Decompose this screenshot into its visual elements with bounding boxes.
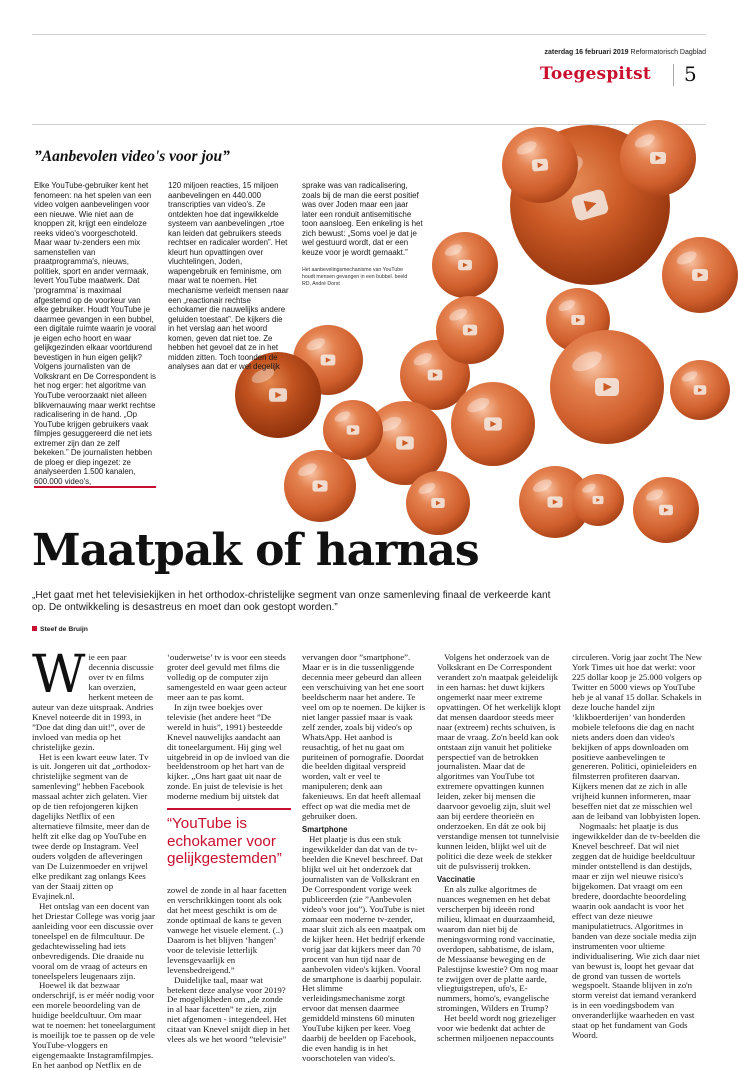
author-name: Steef de Bruijn — [40, 626, 88, 633]
paragraph: Het plaatje is dus een stuk ingewikkelder dan dat van de tv-beelden die Knevel beschreef. Dat blijkt wel uit het onderzoek dat journalisten van de Volkskrant en De Correspondent vorige week publiceerden (zie ”Aanbevolen video's voor jou”). YouTube is niet zomaar een moderne tv-zender, maar sluit zich als een maatpak om de kijker heen. Het bedrijf erkende vorig jaar dat kijkers meer dan 70 procent van hun tijd naar de aanbevolen video's kijken. Vooral de smartphone is daarbij populair. Het slimme verleidingsmechanisme zorgt ervoor dat mensen daarmee gemiddeld minstens 60 minuten YouTube kijken per keer. Voeg daarbij de beelden op Facebook, die even handig is in het voorschotelen van video's. — [302, 834, 426, 1064]
bubble — [432, 232, 498, 298]
sidebar-column-3: sprake was van radicalisering, zoals bij de man die eerst positief was over Joden maar een jaar later een ronduit antisemitische toon aansloeg. Een enkeling is het zich bewust: „Soms voel je dat je wel gestuurd wordt, dat er een keuze voor je wordt gemaakt.” — [302, 181, 423, 257]
bubble — [572, 474, 624, 526]
column-2-bottom-text — [167, 886, 291, 1045]
article-intro: „Het gaat met het televisiekijken in het orthodox-christelijke segment van onze samenleving finaal de verkeerde kant op. De ontwikkeling is desastreus en moet dan ook gestopt worden.” — [32, 590, 551, 614]
play-icon — [659, 505, 673, 515]
bubble — [670, 360, 730, 420]
paragraph: Nogmaals: het plaatje is dus ingewikkelder dan de tv-beelden die Knevel beschreef. Dat wil niet zeggen dat de huidige beeldcultuur minder ontstellend is dan destijds, maar er zijn wel nieuwe risico's bijgekomen. Dat vraagt om een bredere, doordachte beoordeling waarin ook aandacht is voor het effect van deze nieuwe manipulatietrucs. Algoritmes in banden van deze sociale media zijn instrumenten voor ultieme individualisering. Wie zich daar niet van bewust is, loopt het gevaar dat de grond van tussen de wortels wegspoelt. Staande blijven in zo'n storm vereist dat iemand verankerd is in een voedingsbodem van onveranderlijke waarheden en vast staat op het fundament van Gods Woord. — [572, 821, 700, 1041]
page-number: 5 — [684, 62, 697, 86]
quote-top-rule — [167, 808, 291, 810]
column-4b-text — [437, 885, 561, 1044]
bubble — [620, 120, 696, 196]
article-column-2-top — [167, 653, 291, 803]
subheading-smartphone: Smartphone — [302, 825, 348, 835]
top-rule — [32, 34, 706, 35]
column-4-text — [437, 653, 561, 872]
bubble — [323, 400, 383, 460]
section-title: Toegespitst — [540, 64, 651, 84]
paragraph: ‘ouderwetse’ tv is voor een steeds groter deel gevuld met films die volledig op de computer zijn samengesteld en waar geen acteur meer aan te pas komt. — [167, 652, 287, 702]
play-icon — [321, 354, 336, 365]
play-icon — [694, 385, 707, 394]
bubble — [662, 237, 738, 313]
play-icon — [593, 496, 604, 504]
paragraph: Volgens het onderzoek van de Volkskrant en De Correspondent verandert zo'n maatpak geleidelijk in een harnas: het duwt kijkers ongemerkt naar meer extreme opvattingen. Of het werkelijk klopt dat mensen daardoor steeds meer naar (extreem) rechts schuiven, is maar de vraag. Zo'n beeld kan ook ontstaan zijn vanuit het politieke perspectief van de betrokken journalisten. Maar dat de algoritmes van YouTube tot extremere opvattingen kunnen leiden, zeker bij mensen die daarvoor gevoelig zijn, sluit wel aan bij eerdere theorieën en onderzoeken. En dát ze ook bij verstandige mensen tot tunnelvisie kunnen leiden, blijkt wel uit de politici die deze week de stekker uit de pulsvisserij trokken. — [437, 652, 561, 872]
article-column-4 — [437, 653, 561, 1063]
subheading-vaccinatie: Vaccinatie — [437, 874, 476, 884]
drop-cap: W — [32, 645, 86, 705]
paragraph: Het beeld wordt nog griezeliger voor wie bedenkt dat achter de schermen miljoenen nepaccounts — [437, 1013, 556, 1044]
paragraph: Het is een kwart eeuw later. Tv is uit. Jongeren uit dat „orthodox-christelijke segment van de samenleving” hebben Facebook massaal achter zich gelaten. Vier op de tien refojongeren kijken dagelijks Netflix of een alternatieve filmsite, meer dan de helft zit elke dag op YouTube en twee derde op Instagram. Veel ouders volgden de afleveringen van De Luizenmoeder en vrijwel elke predikant zag onlangs Kees van der Staaij zitten op Evajinek.nl. — [32, 751, 151, 901]
bubble — [284, 450, 356, 522]
paragraph: ie een paar decennia discussie over tv en films kan overzien, herkent meteen de auteur van deze uitspraak. Andries Knevel noteerde dit in 1993, in ”Doe dat ding dan uit!”, over de invloed van media op het christelijke gezin. — [32, 652, 154, 752]
illustration-caption: Het aanbevelingsmechanisme van YouTube houdt mensen gevangen in een bubbel. beeld RD, André Dorst — [302, 267, 408, 287]
play-icon — [571, 315, 584, 325]
paragraph: zowel de zonde in al haar facetten en verschrikkingen toont als ook dat het meest geschikt is om de zonde optimaal de kans te geven vanwege het visuele element. (..) Daarom is het blijven ‘hangen’ voor de televisie letterlijk levensgevaarlijk en levensbedreigend.” — [167, 885, 287, 975]
sidebar-end-rule — [34, 486, 156, 488]
paragraph: En als zulke algoritmes de nuances wegnemen en het debat verscherpen bij ideeën rond milieu, klimaat en duurzaamheid, waarom dan niet bij de meningsvorming rond vaccinatie, overdopen, sabbatisme, de islam, de Messiaanse beweging en de Palestijnse kwestie? Om nog maar te zwijgen over de platte aarde, vliegtuigstrepen, ufo's, E-nummers, homo's, evangelische stromingen, Wilders en Trump? — [437, 883, 559, 1014]
play-icon — [650, 152, 666, 164]
play-icon — [463, 325, 477, 336]
play-icon — [484, 417, 502, 430]
column-5-text — [572, 653, 704, 1041]
article-byline — [32, 626, 88, 633]
paragraph: Het ontslag van een docent van het Driestar College was vorig jaar aanleiding voor een discussie over toneelspel en de filmcultuur. De gedachtewisseling had iets onbevredigends. Die draaide nu vooral om de vraag of acteurs en toneelspelers leugenaars zijn. — [32, 900, 155, 981]
play-icon — [428, 369, 443, 380]
bubble — [550, 330, 664, 444]
article-column-2-bottom — [167, 886, 291, 1066]
play-icon — [692, 269, 708, 281]
sidebar-title: ”Aanbevolen video's voor jou” — [34, 148, 230, 165]
column-2-top-text — [167, 653, 291, 802]
sidebar-column-1: Elke YouTube-gebruiker kent het fenomeen: na het spelen van een video volgen aanbevelingen voor een nieuwe. Wie niet aan de knoppen zit, krijgt een eindeloze reeks video's voorgeschoteld. Maar waar tv-zenders een mix samenstellen van praatprogramma's, nieuws, politiek, sport en ander vermaak, levert YouTube maatwerk. Dat ‘programma’ is maximaal afgestemd op de voorkeur van elke gebruiker. Houdt YouTube je daarmee gevangen in een bubbel, een digitale ruimte waarin je vooral je eigen echo hoort en waar gelijkgezinden elkaar voortdurend bevestigen in hun eigen gelijk? Volgens journalisten van de Volkskrant en De Correspondent is het nog erger: het algoritme van YouTube veroorzaakt niet alleen blikvernauwing maar werkt rechtse radicalisering in de hand. „Op YouTube krijgen gebruikers vaak filmpjes gesuggereerd die net iets extremer zijn dan ze zelf bekeken.” De journalisten hebben de ploeg er diep ingezet: ze analyseerden 1.500 kanalen, 600.000 video's, — [34, 181, 156, 486]
sidebar-column-2: 120 miljoen reacties, 15 miljoen aanbevelingen en 440.000 transcripties van video's. Ze ontdekten hoe dat ingewikkelde systeem van aanbevelingen „rtoe kan leiden dat gebruikers steeds rechtser en radicaler worden”. Het kleurt hun opvattingen over vluchtelingen, Joden, wapengebruik en feminisme, om maar wat te noemen. Het mechanisme verleidt mensen naar een „reactionair rechtse echokamer die nauwelijks andere geluiden toestaat”. De kijkers die in het verslag aan het woord komen, geven dat niet toe. Ze hebben het gevoel dat ze in het midden zitten. Toch toonden de analyses aan dat er wel degelijk — [168, 181, 289, 372]
column-3b-text — [302, 835, 426, 1064]
article-column-5 — [572, 653, 704, 1063]
pull-quote: “YouTube is echokamer voor gelijkgestemden” — [167, 815, 282, 867]
publication-name: Reformatorisch Dagblad — [630, 49, 706, 56]
play-icon — [347, 425, 360, 434]
play-icon — [595, 378, 619, 396]
play-icon — [458, 260, 472, 270]
bubble — [451, 382, 535, 466]
bubble — [436, 296, 504, 364]
issue-date — [545, 49, 706, 56]
article-headline: Maatpak of harnas — [32, 525, 479, 576]
play-icon — [312, 480, 327, 491]
play-icon — [532, 158, 549, 171]
paragraph: circuleren. Vorig jaar zocht The New York Times uit hoe dat werkt: voor 225 dollar koop je 25.000 volgers op Twitter en 5000 views op YouTube heb je al vanaf 15 dollar. Schakels in deze louche handel zijn ‘klikboerderijen’ van honderden mobiele telefoons die dag en nacht niets anders doen dan video's bekijken of apps downloaden om positieve aanbevelingen te genereren. Politici, opinieleiders en filmsterren profiteren daarvan. Kijkers menen dat ze zich in alle vrijheid kunnen informeren, maar beseffen niet dat ze misschien wel aan de leiband van lobbyisten lopen. — [572, 652, 702, 822]
paragraph: vervangen door ”smartphone”. Maar er is in die tussenliggende decennia meer gebeurd dan alleen een verschuiving van het ene soort beeldscherm naar het andere. Te veel om op te noemen. De kijker is niet langer passief maar is vaak zelf zender, zoals bij video's op WhatsApp. Het aanbod is reusachtig, of het nu gaat om puriteinen of pornografie. Doordat die beelden digitaal verspreid worden, valt er veel te manipuleren; denk aan fakenieuws. En dat heeft allemaal effect op wat die media met de gebruiker doen. — [302, 652, 426, 822]
byline-marker — [32, 626, 37, 631]
bubble — [633, 477, 699, 543]
column-1-text — [32, 645, 156, 1071]
play-icon — [396, 436, 414, 449]
section-separator — [673, 64, 674, 86]
bubble — [502, 127, 578, 203]
play-icon — [431, 498, 444, 508]
paragraph: In zijn twee boekjes over televisie (het andere heet ”De wereld in huis”, 1991) besteedde Knevel nauwelijks aandacht aan dit toneelargument. Hij ging wel uitgebreid in op de invloed van die beeldenstroom op het hart van de kijker. „Ons hart gaat uit naar de zonde. En juist de televisie is het moderne medium bij uitstek dat — [167, 701, 290, 802]
paragraph: Hoewel ik dat bezwaar onderschrijf, is er méér nodig voor een morele beoordeling van de huidige beeldcultuur. Om maar wat te noemen: het toneelargument is moeilijk toe te passen op de vele YouTube-vloggers en eigengemaakte Instagramfilmpjes. En het aanbod op Netflix en de — [32, 980, 156, 1071]
play-icon — [547, 496, 562, 507]
column-3-text — [302, 653, 426, 822]
article-column-1 — [32, 645, 156, 1071]
article-column-3 — [302, 653, 426, 1063]
date-text: zaterdag 16 februari 2019 — [544, 49, 629, 56]
paragraph: Duidelijke taal, maar wat betekent deze analyse voor 2019? De mogelijkheden om „de zonde in al haar facetten” te zien, zijn niet afgenomen - integendeel. Het citaat van Knevel snijdt diep in het vlees als we het woord ”televisie” — [167, 974, 290, 1045]
